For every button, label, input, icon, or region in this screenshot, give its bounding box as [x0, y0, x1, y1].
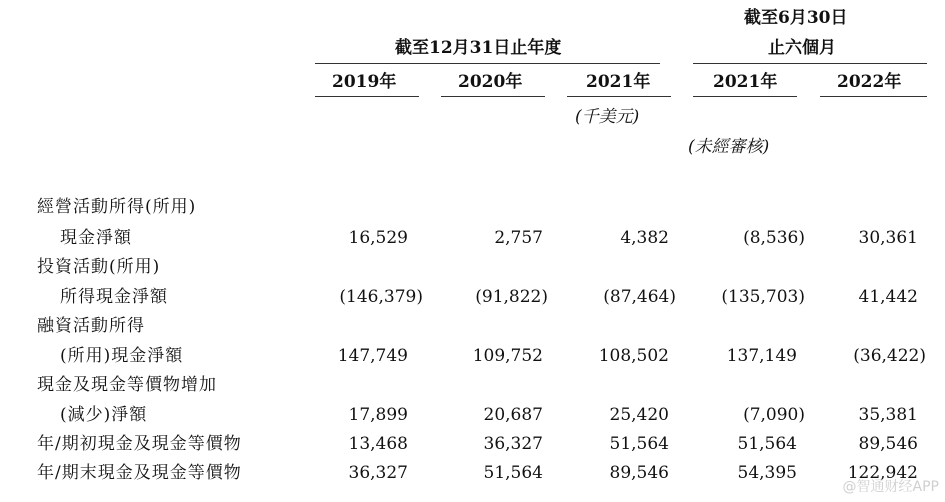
cell: 4,382 — [620, 228, 669, 248]
cell: (7,090) — [743, 405, 805, 425]
cell: 25,420 — [609, 405, 669, 425]
period-group-1: 截至12月31日止年度 — [395, 38, 562, 58]
cell: 147,749 — [337, 346, 408, 366]
cell: 54,395 — [737, 463, 797, 483]
cell: 20,687 — [483, 405, 543, 425]
row-label-7: 現金及現金等價物增加 — [37, 375, 217, 395]
cell: 51,564 — [609, 434, 669, 454]
year-rule-1 — [315, 96, 419, 97]
cell: 30,361 — [858, 228, 918, 248]
cell: 41,442 — [858, 287, 918, 307]
cell: 137,149 — [726, 346, 797, 366]
cell: 89,546 — [858, 434, 918, 454]
row-label-5: 融資活動所得 — [37, 316, 145, 336]
period-group-2-line1: 截至6月30日 — [744, 8, 848, 28]
cell: 13,468 — [348, 434, 408, 454]
year-header-5: 2022年 — [837, 72, 902, 92]
group-1-rule — [315, 63, 660, 64]
unaudited-note: (未經審核) — [688, 137, 770, 157]
year-rule-5 — [820, 96, 927, 97]
cell: (91,822) — [475, 287, 548, 307]
cell: 108,502 — [598, 346, 669, 366]
cell: 35,381 — [858, 405, 918, 425]
cell: (8,536) — [743, 228, 805, 248]
unit-note: (千美元) — [575, 107, 640, 127]
cell: (146,379) — [339, 287, 423, 307]
year-rule-4 — [693, 96, 797, 97]
cell: 17,899 — [348, 405, 408, 425]
row-label-9: 年/期初現金及現金等價物 — [37, 434, 242, 454]
cell: 36,327 — [348, 463, 408, 483]
cell: 16,529 — [348, 228, 408, 248]
cell: 2,757 — [494, 228, 543, 248]
cell: (135,703) — [721, 287, 805, 307]
cell: 36,327 — [483, 434, 543, 454]
row-label-1: 經營活動所得(所用) — [37, 197, 197, 217]
row-label-3: 投資活動(所用) — [37, 257, 161, 277]
cell: 122,942 — [847, 463, 918, 483]
cell: (36,422) — [853, 346, 926, 366]
row-label-8: (減少)淨額 — [60, 405, 148, 425]
year-header-2: 2020年 — [458, 72, 523, 92]
cell: 51,564 — [483, 463, 543, 483]
row-label-6: (所用)現金淨額 — [60, 346, 184, 366]
cell: 109,752 — [472, 346, 543, 366]
year-rule-2 — [441, 96, 545, 97]
group-2-rule — [693, 63, 927, 64]
year-header-1: 2019年 — [332, 72, 397, 92]
period-group-2-line2: 止六個月 — [768, 38, 836, 58]
year-header-4: 2021年 — [713, 72, 778, 92]
cell: 89,546 — [609, 463, 669, 483]
row-label-4: 所得現金淨額 — [60, 287, 168, 307]
year-rule-3 — [567, 96, 671, 97]
cell: (87,464) — [603, 287, 676, 307]
row-label-10: 年/期末現金及現金等價物 — [37, 463, 242, 483]
watermark: @智通财经APP — [842, 479, 939, 495]
year-header-3: 2021年 — [586, 72, 651, 92]
cell: 51,564 — [737, 434, 797, 454]
row-label-2: 現金淨額 — [60, 228, 132, 248]
